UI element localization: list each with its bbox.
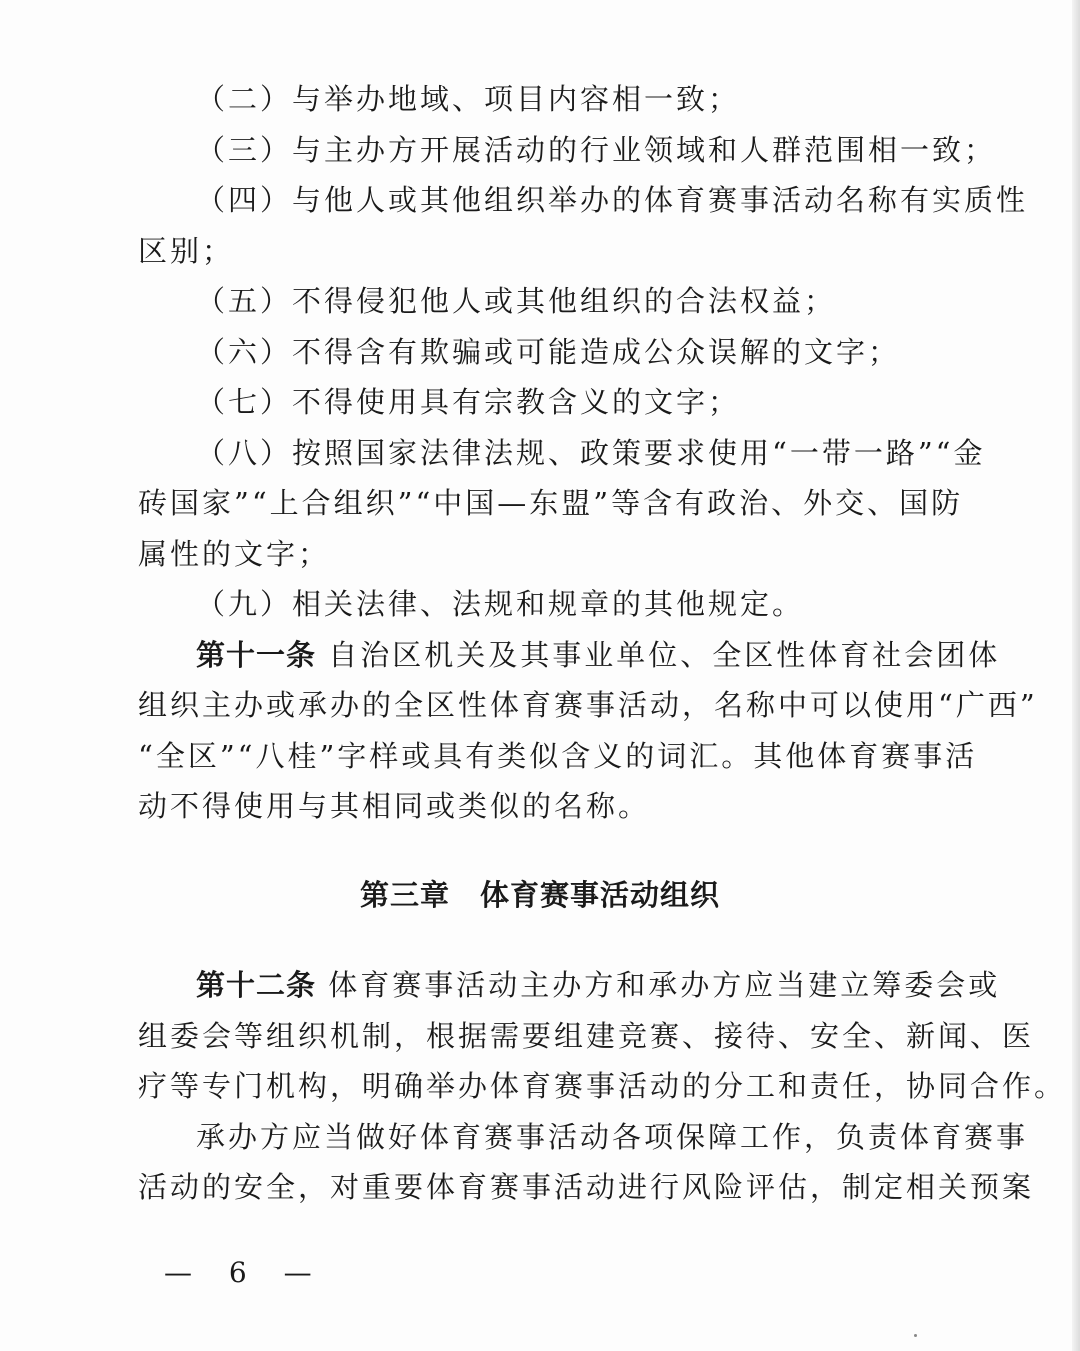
list-item-8-line-3: 属性的文字； <box>138 536 331 571</box>
article-11-line-3: “全区”“八桂”字样或具有类似含义的词汇。其他体育赛事活 <box>138 738 978 773</box>
article-12-heading: 第十二条 <box>196 968 317 1002</box>
list-item-6: （六）不得含有欺骗或可能造成公众误解的文字； <box>196 334 901 369</box>
article-11-line-4: 动不得使用与其相同或类似的名称。 <box>138 789 651 823</box>
spacer <box>138 920 942 960</box>
list-item-8-line-1: （八）按照国家法律法规、政策要求使用“一带一路”“金 <box>196 435 986 470</box>
document-body <box>138 74 1067 1213</box>
article-12-line-1 <box>138 960 1001 1011</box>
list-item-5: （五）不得侵犯他人或其他组织的合法权益； <box>196 284 837 318</box>
list-item-4-line-2: 区别； <box>138 233 235 268</box>
scan-speck <box>914 1334 917 1337</box>
list-item-8-line-2: 砖国家”“上合组织”“中国—东盟”等含有政治、外交、国防 <box>138 486 964 520</box>
article-12-line-1-text: 体育赛事活动主办方和承办方应当建立筹委会或 <box>328 968 1001 1002</box>
article-11-heading: 第十一条 <box>196 637 317 672</box>
article-11-line-1-text: 自治区机关及其事业单位、全区性体育社会团体 <box>328 637 1001 672</box>
article-11-line-1 <box>138 630 1001 681</box>
article-12-line-3: 疗等专门机构，明确举办体育赛事活动的分工和责任，协同合作。 <box>138 1069 1067 1103</box>
list-item-9: （九）相关法律、法规和规章的其他规定。 <box>196 587 805 621</box>
list-item-4-line-1: （四）与他人或其他组织举办的体育赛事活动名称有实质性 <box>196 183 1029 217</box>
article-12-paragraph-2-line-2: 活动的安全，对重要体育赛事活动进行风险评估，制定相关预案 <box>138 1170 1035 1204</box>
chapter-title: 第三章 体育赛事活动组织 <box>359 877 720 912</box>
article-11-line-2: 组织主办或承办的全区性体育赛事活动，名称中可以使用“广西” <box>138 688 1038 722</box>
list-item-7: （七）不得使用具有宗教含义的文字； <box>196 385 741 419</box>
spacer <box>138 832 942 870</box>
page-number: — 6 — <box>164 1256 326 1289</box>
article-12-paragraph-2-line-1: 承办方应当做好体育赛事活动各项保障工作，负责体育赛事 <box>196 1119 1029 1154</box>
list-item-3: （三）与主办方开展活动的行业领域和人群范围相一致； <box>196 132 997 167</box>
article-12-line-2: 组委会等组织机制，根据需要组建竞赛、接待、安全、新闻、医 <box>138 1018 1035 1053</box>
page-edge-shadow <box>1072 0 1080 1351</box>
list-item-2: （二）与举办地域、项目内容相一致； <box>196 82 741 116</box>
